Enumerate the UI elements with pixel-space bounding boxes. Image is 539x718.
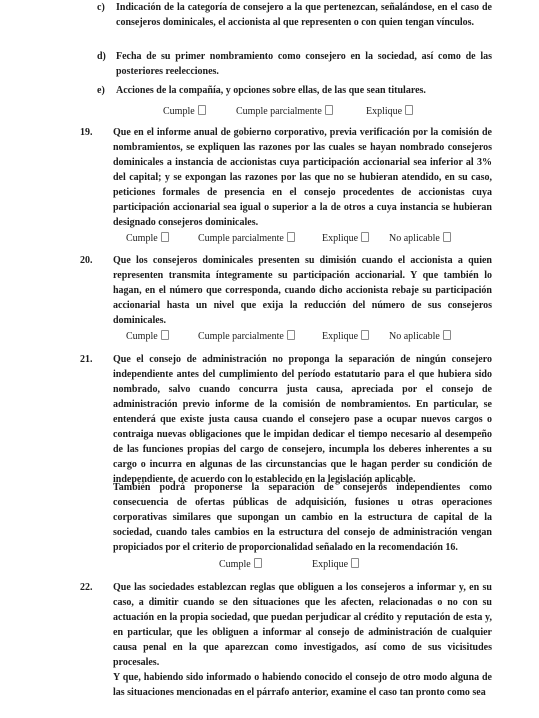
checkbox-icon[interactable]	[325, 105, 333, 115]
recommendation-text: Que las sociedades establezcan reglas que obliguen a los consejeros a informar y, en su caso, a dimitir cuando se den situaciones que les afecten, relacionadas o no con su actuación en la propia sociedad, que puedan perjudicar al crédito y reputación de esta y, en particular, que les obliguen a informar al consejo de administración de cualquier causa penal en la que aparezcan como investigados, así como de sus vicisitudes procesales.	[113, 582, 492, 668]
recommendation-text: Que en el informe anual de gobierno corporativo, previa verificación por la comisión de nombramientos, se expliquen las razones por las cuales se hayan nombrado consejeros dominicales a instancia de accionistas cuya participación accionarial sea inferior al 3% del capital; y se expongan las razones por las que no se hubieran atendido, en su caso, peticiones formales de presencia en el consejo procedentes de accionistas cuya participación accionarial sea igual o superior a la de otros a cuya instancia se hubieran designado consejeros dominicales.	[113, 127, 492, 228]
checkbox-icon[interactable]	[443, 330, 451, 340]
option-label: Explique	[322, 233, 359, 244]
option-label: Cumple parcialmente	[236, 106, 322, 117]
checkbox-icon[interactable]	[443, 232, 451, 242]
recommendation-number: 22.	[80, 582, 93, 593]
option-cumple-parcialmente[interactable]	[198, 231, 295, 246]
checkbox-icon[interactable]	[161, 330, 169, 340]
checkbox-icon[interactable]	[161, 232, 169, 242]
recommendation-number: 19.	[80, 127, 93, 138]
option-label: Cumple	[126, 331, 158, 342]
sub-item-text: Acciones de la compañía, y opciones sobre ellas, de las que sean titulares.	[116, 85, 426, 96]
checkbox-icon[interactable]	[198, 105, 206, 115]
compliance-options	[0, 557, 539, 572]
option-explique[interactable]	[322, 329, 369, 344]
option-explique[interactable]	[366, 104, 413, 119]
sub-item-marker: e)	[97, 85, 105, 96]
option-explique[interactable]	[312, 557, 359, 572]
checkbox-icon[interactable]	[361, 232, 369, 242]
checkbox-icon[interactable]	[254, 558, 262, 568]
recommendation-text: Que el consejo de administración no proponga la separación de ningún consejero independiente antes del cumplimiento del período estatutario para el que hubiera sido nombrado, salvo cuando concurra justa causa, apreciada por el consejo de administración previo informe de la comisión de nombramientos. En particular, se entenderá que existe justa causa cuando el consejero pase a ocupar nuevos cargos o contraiga nuevas obligaciones que le impidan dedicar el tiempo necesario al desempeño de las funciones propias del cargo de consejero, incumpla los deberes inherentes a su cargo o incurra en algunas de las circunstancias que le hagan perder su condición de independiente, de acuerdo con lo establecido en la legislación aplicable.	[113, 354, 492, 485]
sub-item-marker: d)	[97, 51, 106, 62]
compliance-options	[0, 104, 539, 119]
recommendation-number: 20.	[80, 255, 93, 266]
option-label: Explique	[366, 106, 403, 117]
checkbox-icon[interactable]	[361, 330, 369, 340]
option-label: Cumple	[126, 233, 158, 244]
option-label: Cumple	[163, 106, 195, 117]
option-cumple[interactable]	[126, 329, 169, 344]
option-cumple-parcialmente[interactable]	[198, 329, 295, 344]
option-cumple[interactable]	[163, 104, 206, 119]
compliance-options	[0, 231, 539, 246]
option-label: Explique	[322, 331, 359, 342]
option-label: Cumple parcialmente	[198, 331, 284, 342]
recommendation-continuation: Y que, habiendo sido informado o habiendo conocido el consejo de otro modo alguna de las situaciones mencionadas en el párrafo anterior, examine el caso tan pronto como sea	[113, 672, 492, 698]
option-label: No aplicable	[389, 331, 440, 342]
option-label: Cumple parcialmente	[198, 233, 284, 244]
compliance-options	[0, 329, 539, 344]
option-cumple[interactable]	[219, 557, 262, 572]
option-label: Explique	[312, 559, 349, 570]
option-cumple-parcialmente[interactable]	[236, 104, 333, 119]
sub-item-text: Fecha de su primer nombramiento como consejero en la sociedad, así como de las posteriores reelecciones.	[116, 51, 492, 77]
checkbox-icon[interactable]	[351, 558, 359, 568]
recommendation-number: 21.	[80, 354, 93, 365]
option-no-aplicable[interactable]	[389, 329, 451, 344]
sub-item-marker: c)	[97, 2, 105, 13]
checkbox-icon[interactable]	[405, 105, 413, 115]
recommendation-text: Que los consejeros dominicales presenten su dimisión cuando el accionista a quien representen transmita íntegramente su participación accionarial. Y que también lo hagan, en el número que corresponda, cuando dicho accionista rebaje su participación accionarial hasta un nivel que exija la reducción del número de sus consejeros dominicales.	[113, 255, 492, 326]
sub-item-text: Indicación de la categoría de consejero a la que pertenezcan, señalándose, en el caso de consejeros dominicales, el accionista al que representen o con quien tengan vínculos.	[116, 2, 492, 28]
checkbox-icon[interactable]	[287, 232, 295, 242]
option-no-aplicable[interactable]	[389, 231, 451, 246]
checkbox-icon[interactable]	[287, 330, 295, 340]
option-label: Cumple	[219, 559, 251, 570]
recommendation-continuation: También podrá proponerse la separación de consejeros independientes como consecuencia de ofertas públicas de adquisición, fusiones u otras operaciones corporativas similares que supongan un cambio en la estructura de capital de la sociedad, cuando tales cambios en la estructura del consejo de administración vengan propiciados por el criterio de proporcionalidad señalado en la recomendación 16.	[113, 482, 492, 553]
option-label: No aplicable	[389, 233, 440, 244]
option-explique[interactable]	[322, 231, 369, 246]
option-cumple[interactable]	[126, 231, 169, 246]
